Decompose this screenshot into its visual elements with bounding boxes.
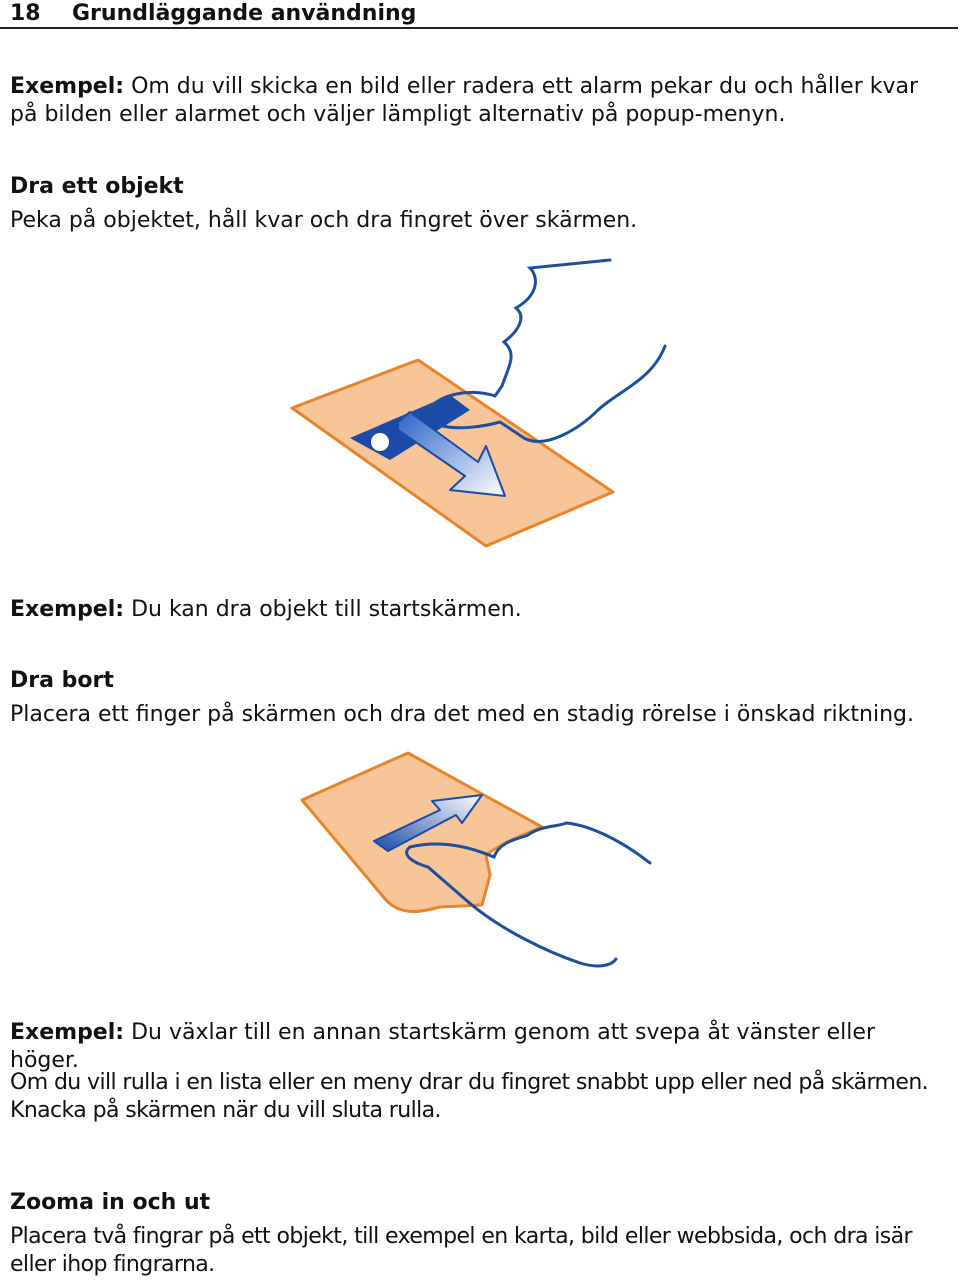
drag-instruction: Peka på objektet, håll kvar och dra fingret över skärmen. xyxy=(10,208,638,233)
example-text: Om du vill skicka en bild eller radera ett alarm pekar du och håller kvar på bilden eller alarmet och väljer lämpligt alternativ på popup-menyn. xyxy=(10,74,919,127)
object-dot xyxy=(371,433,389,451)
example-label: Exempel: xyxy=(10,1020,125,1045)
example-label: Exempel: xyxy=(10,74,125,99)
section-heading-zoom: Zooma in och ut xyxy=(10,1190,211,1215)
page-number: 18 xyxy=(10,1,41,26)
drag-illustration xyxy=(280,250,680,555)
scroll-instruction: Om du vill rulla i en lista eller en meny drar du fingret snabbt upp eller ned på skärmen. Knacka på skärmen när du vill sluta rulla. xyxy=(10,1070,929,1123)
example-swipe xyxy=(10,1019,950,1075)
swipe-illustration xyxy=(290,745,660,975)
example-drag xyxy=(10,596,950,624)
example-text: Du växlar till en annan startskärm genom att svepa åt vänster eller höger. xyxy=(10,1020,875,1073)
zoom-instruction: Placera två fingrar på ett objekt, till exempel en karta, bild eller webbsida, och dra isär eller ihop fingrarna. xyxy=(10,1224,912,1277)
example-text: Du kan dra objekt till startskärmen. xyxy=(124,597,522,622)
section-heading-swipe: Dra bort xyxy=(10,668,114,693)
page-header xyxy=(0,0,958,29)
chapter-title: Grundläggande användning xyxy=(72,1,417,26)
section-heading-drag: Dra ett objekt xyxy=(10,174,184,199)
swipe-instruction: Placera ett finger på skärmen och dra det med en stadig rörelse i önskad riktning. xyxy=(10,702,914,727)
example-long-press xyxy=(10,73,950,129)
example-label: Exempel: xyxy=(10,597,125,622)
